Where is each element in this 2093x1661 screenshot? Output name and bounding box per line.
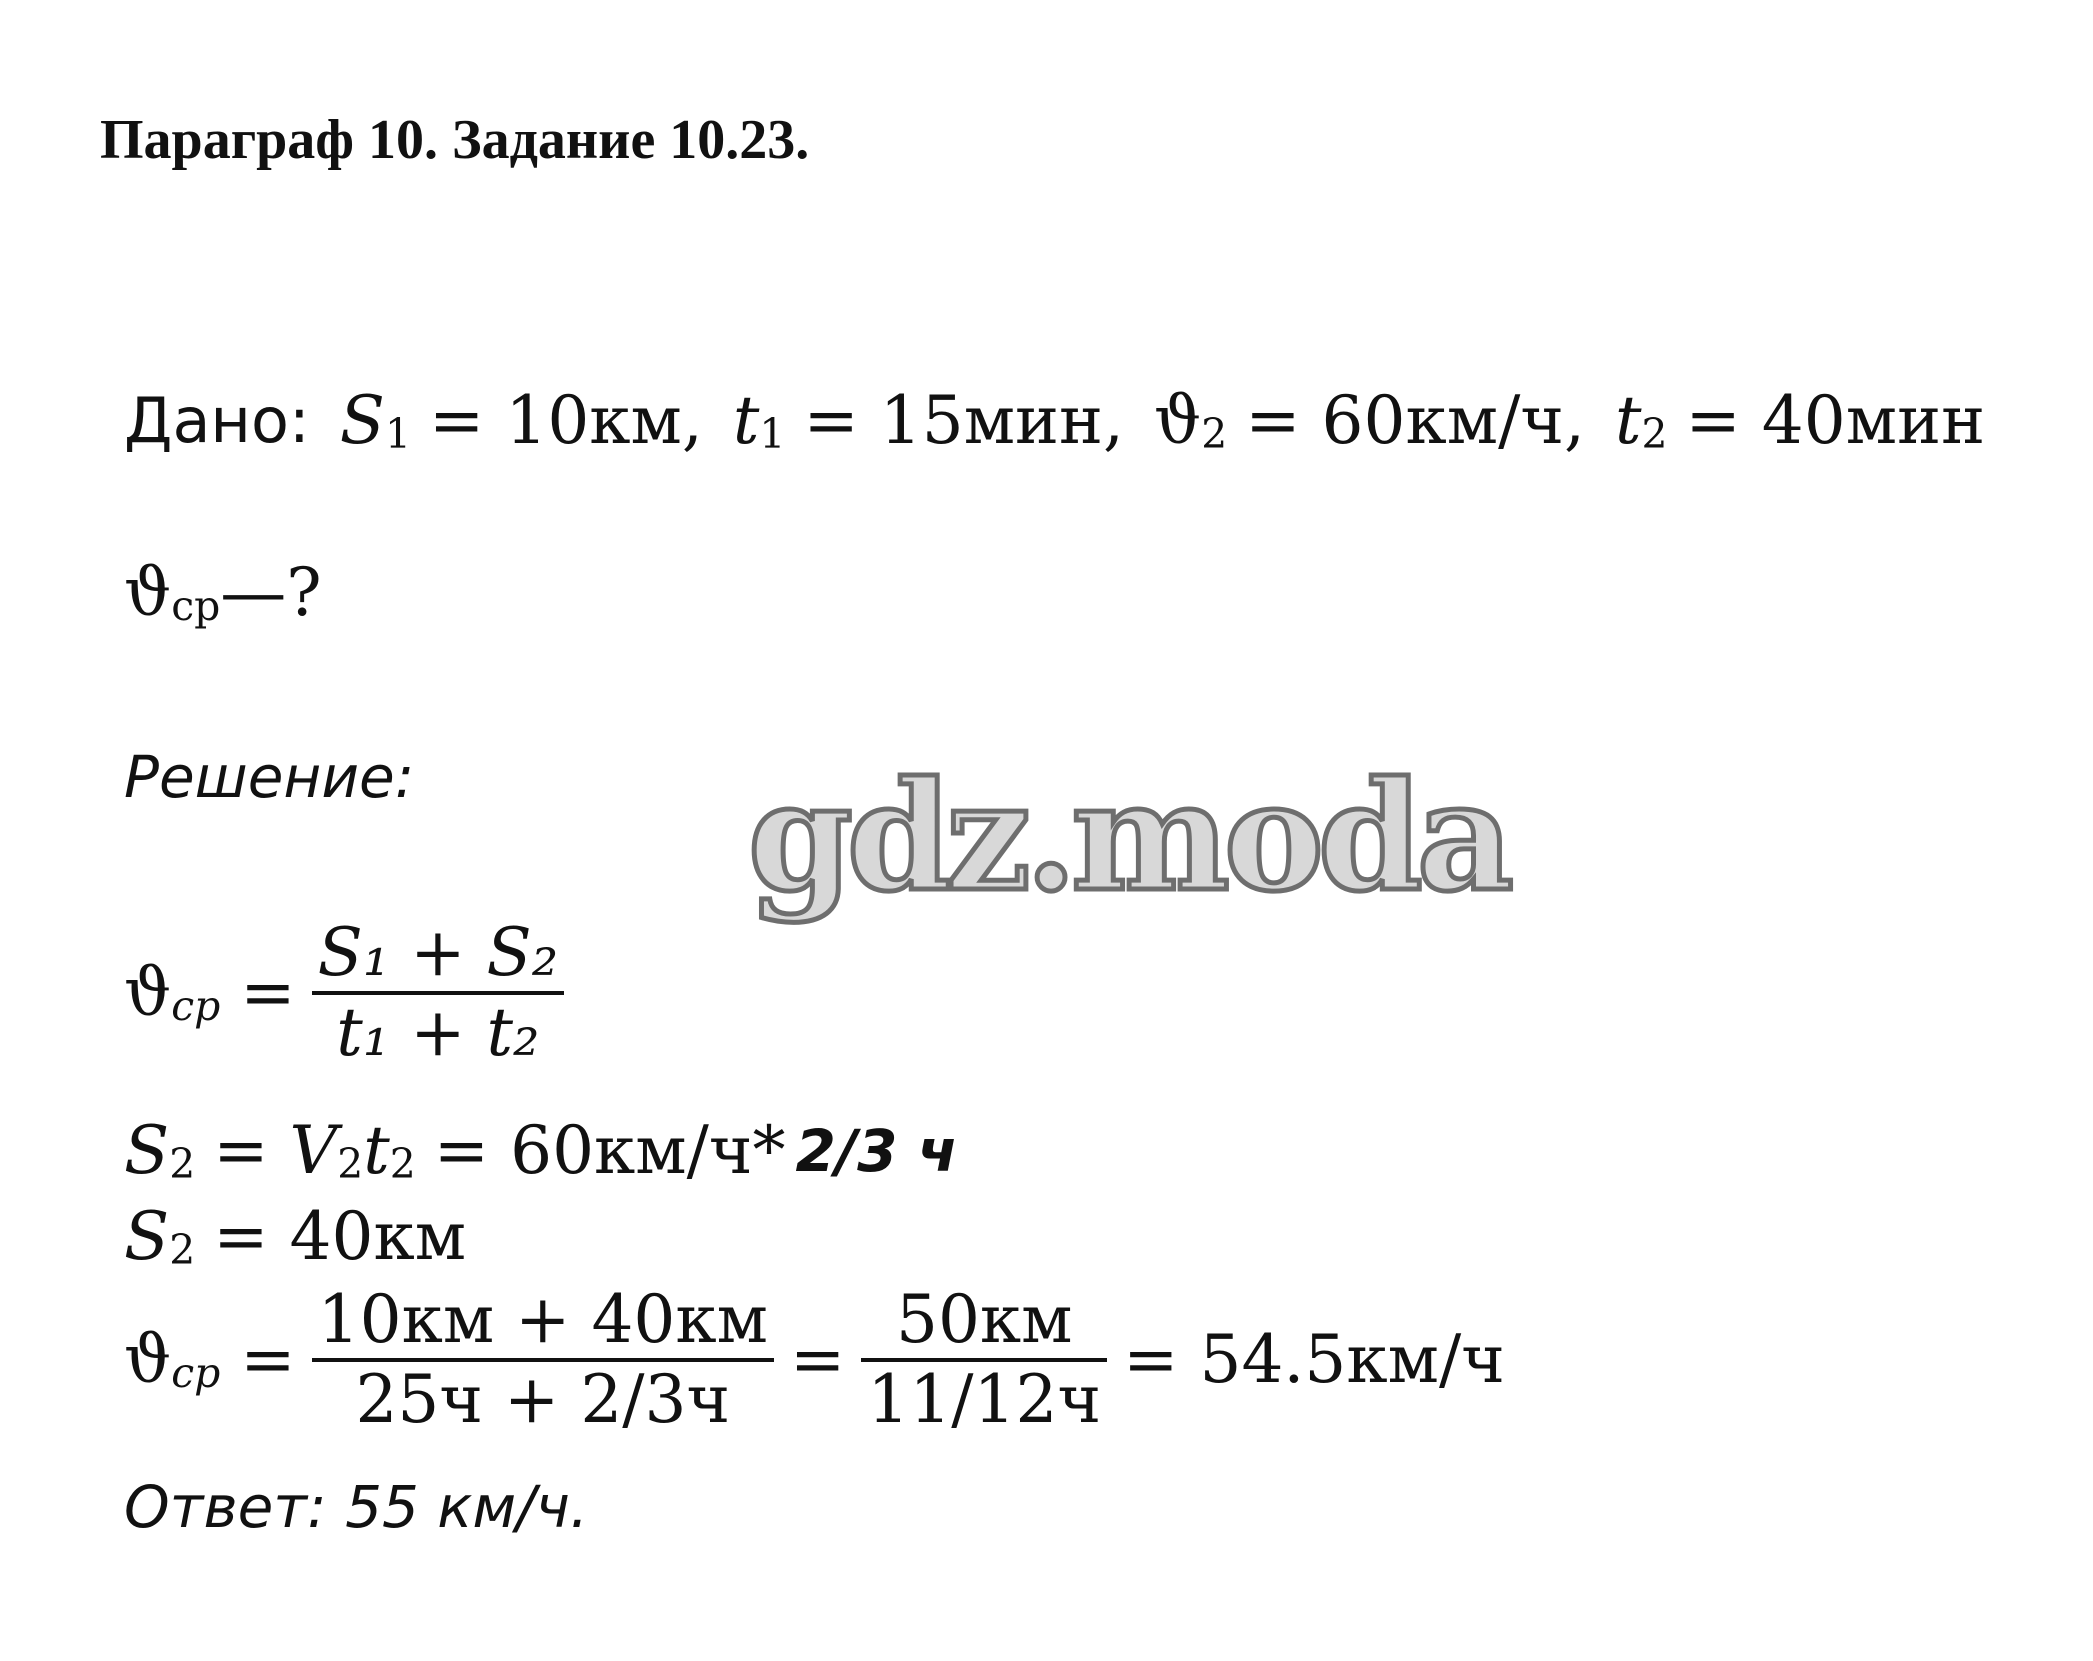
formula4-fraction-2 [861, 1282, 1107, 1438]
watermark-logo: gdz.moda [748, 749, 1509, 925]
formula4-equals-2: = [790, 1320, 846, 1398]
formula2-s: S [124, 1112, 170, 1189]
given-s1-sub: 1 [385, 409, 412, 458]
formula2-t-sub: 2 [389, 1139, 416, 1188]
formula1-equals: = [240, 953, 296, 1031]
find-sub: ср [171, 581, 221, 630]
formula3-s: S [124, 1198, 170, 1275]
formula2-v: = V [213, 1112, 338, 1189]
formula1-fraction [312, 915, 565, 1071]
given-t2-sub: 2 [1641, 409, 1668, 458]
formula1-denominator: t₁ + t₂ [336, 993, 540, 1071]
formula4-denominator-1: 25ч + 2/3ч [355, 1360, 731, 1438]
formula4-lhs: ϑ [124, 1320, 172, 1398]
formula2-tail: 2/3 ч [795, 1117, 958, 1185]
answer-text: Ответ: 55 км/ч. [124, 1473, 589, 1541]
formula2-v-sub: 2 [337, 1139, 364, 1188]
formula-average-speed-calc [124, 1282, 1505, 1438]
given-t1-sub: 1 [759, 409, 786, 458]
formula-average-speed [124, 915, 580, 1071]
find-tail: —? [220, 554, 322, 631]
solution-label: Решение: [124, 743, 415, 811]
given-line [124, 382, 1986, 459]
formula3-s-sub: 2 [169, 1225, 196, 1274]
formula-distance-2-result [124, 1198, 467, 1275]
given-v2-sub: 2 [1201, 409, 1228, 458]
formula1-numerator: S₁ + S₂ [317, 914, 559, 991]
formula1-lhs: ϑ [124, 953, 172, 1031]
formula4-fraction-1 [312, 1282, 774, 1438]
formula2-t: t [363, 1112, 390, 1189]
formula3-value: = 40км [213, 1198, 467, 1275]
given-label: Дано: [124, 384, 310, 457]
given-s1-symbol: S [339, 382, 386, 459]
given-t1-symbol: t [732, 382, 760, 459]
given-t2-symbol: t [1614, 382, 1642, 459]
formula2-value: = 60км/ч* [433, 1112, 786, 1189]
given-v2-symbol: ϑ [1154, 382, 1202, 459]
formula4-result: = 54.5км/ч [1123, 1320, 1505, 1398]
formula2-s-sub: 2 [169, 1139, 196, 1188]
formula4-equals-1: = [240, 1320, 296, 1398]
formula1-lhs-sub: cp [171, 981, 221, 1030]
find-symbol: ϑ [124, 554, 172, 631]
given-s1-value: = 10км, [429, 382, 703, 459]
formula4-numerator-2: 50км [895, 1281, 1073, 1358]
given-v2-value: = 60км/ч, [1245, 382, 1585, 459]
given-t1-value: = 15мин, [803, 382, 1125, 459]
given-t2-value: = 40мин [1685, 382, 1986, 459]
formula-distance-2 [124, 1112, 958, 1189]
formula4-numerator-1: 10км + 40км [317, 1281, 769, 1358]
page-title: Параграф 10. Задание 10.23. [100, 109, 810, 171]
formula4-denominator-2: 11/12ч [867, 1360, 1102, 1438]
find-line [124, 554, 322, 631]
formula4-lhs-sub: cp [171, 1348, 221, 1397]
